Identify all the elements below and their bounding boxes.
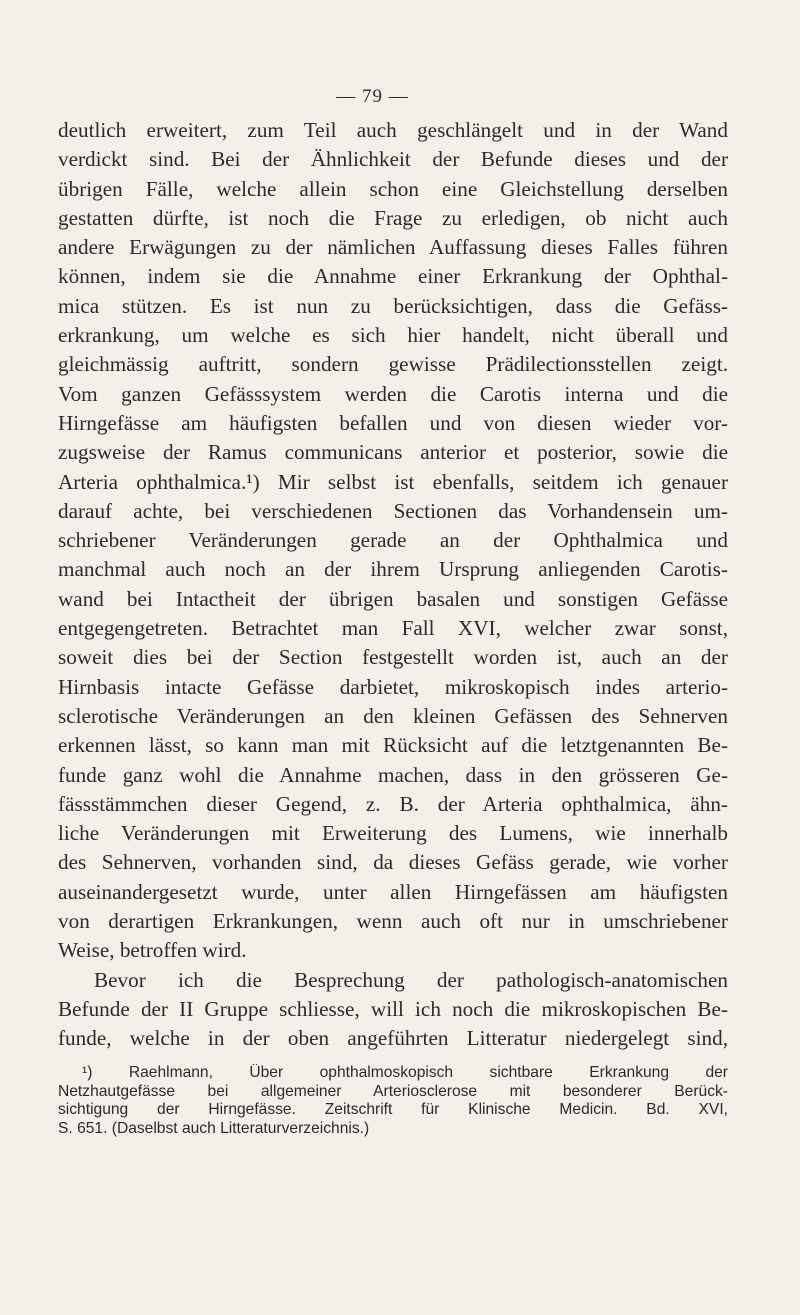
text-line: Hirngefässe am häufigsten befallen und von diesen wieder vor-	[58, 410, 728, 435]
text-line: gleichmässig auftritt, sondern gewisse Prädilectionsstellen zeigt.	[58, 352, 728, 377]
footnote-line: S. 651. (Daselbst auch Litteraturverzeichnis.)	[58, 1119, 370, 1137]
text-line: von derartigen Erkrankungen, wenn auch oft nur in umschriebener	[58, 909, 728, 934]
text-line: Arteria ophthalmica.¹) Mir selbst ist ebenfalls, seitdem ich genauer	[58, 469, 728, 494]
text-line: funde ganz wohl die Annahme machen, dass in den grösseren Ge-	[58, 762, 728, 787]
text-line: Bevor ich die Besprechung der pathologisch-anatomischen	[94, 967, 728, 992]
text-line: andere Erwägungen zu der nämlichen Auffassung dieses Falles führen	[58, 235, 728, 260]
text-line: wand bei Intactheit der übrigen basalen und sonstigen Gefässe	[58, 586, 728, 611]
text-line: schriebener Veränderungen gerade an der Ophthalmica und	[58, 528, 728, 553]
text-line: Befunde der II Gruppe schliesse, will ich noch die mikroskopischen Be-	[58, 996, 728, 1021]
text-line: darauf achte, bei verschiedenen Sectionen das Vorhandensein um-	[58, 498, 728, 523]
text-line: deutlich erweitert, zum Teil auch geschlängelt und in der Wand	[58, 118, 728, 142]
text-line: Hirnbasis intacte Gefässe darbietet, mikroskopisch indes arterio-	[58, 674, 728, 699]
footnote	[58, 1064, 728, 1138]
text-line: Vom ganzen Gefässsystem werden die Carotis interna und die	[58, 381, 728, 406]
footnote-line: sichtigung der Hirngefässe. Zeitschrift für Klinische Medicin. Bd. XVI,	[58, 1101, 728, 1119]
footnote-line: Netzhautgefässe bei allgemeiner Arteriosclerose mit besonderer Berück-	[58, 1082, 728, 1100]
body-text	[58, 116, 728, 1054]
text-line: erkennen lässt, so kann man mit Rücksicht auf die letztgenannten Be-	[58, 733, 728, 758]
text-line: zugsweise der Ramus communicans anterior et posterior, sowie die	[58, 440, 728, 465]
text-line: liche Veränderungen mit Erweiterung des Lumens, wie innerhalb	[58, 821, 728, 846]
text-line: fässstämmchen dieser Gegend, z. B. der Arteria ophthalmica, ähn-	[58, 791, 728, 816]
text-line: erkrankung, um welche es sich hier handelt, nicht überall und	[58, 323, 728, 348]
text-line: sclerotische Veränderungen an den kleinen Gefässen des Sehnerven	[58, 703, 728, 728]
text-line: auseinandergesetzt wurde, unter allen Hirngefässen am häufigsten	[58, 879, 728, 904]
page-number: — 79 —	[336, 86, 409, 107]
text-line: gestatten dürfte, ist noch die Frage zu erledigen, ob nicht auch	[58, 205, 728, 230]
text-line: funde, welche in der oben angeführten Litteratur niedergelegt sind,	[58, 1026, 728, 1051]
footnote-separator	[58, 1056, 218, 1057]
text-line: mica stützen. Es ist nun zu berücksichtigen, dass die Gefäss-	[58, 293, 728, 318]
text-line: übrigen Fälle, welche allein schon eine Gleichstellung derselben	[58, 176, 728, 201]
text-line: verdickt sind. Bei der Ähnlichkeit der Befunde dieses und der	[58, 147, 728, 172]
text-line: manchmal auch noch an der ihrem Ursprung anliegenden Carotis-	[58, 557, 728, 582]
text-line: entgegengetreten. Betrachtet man Fall XVI, welcher zwar sonst,	[58, 616, 728, 641]
text-line: des Sehnerven, vorhanden sind, da dieses Gefäss gerade, wie vorher	[58, 850, 728, 875]
text-line: soweit dies bei der Section festgestellt worden ist, auch an der	[58, 645, 728, 670]
text-line: können, indem sie die Annahme einer Erkrankung der Ophthal-	[58, 264, 728, 289]
text-line: Weise, betroffen wird.	[58, 938, 247, 963]
footnote-line: ¹) Raehlmann, Über ophthalmoskopisch sichtbare Erkrankung der	[82, 1064, 728, 1081]
